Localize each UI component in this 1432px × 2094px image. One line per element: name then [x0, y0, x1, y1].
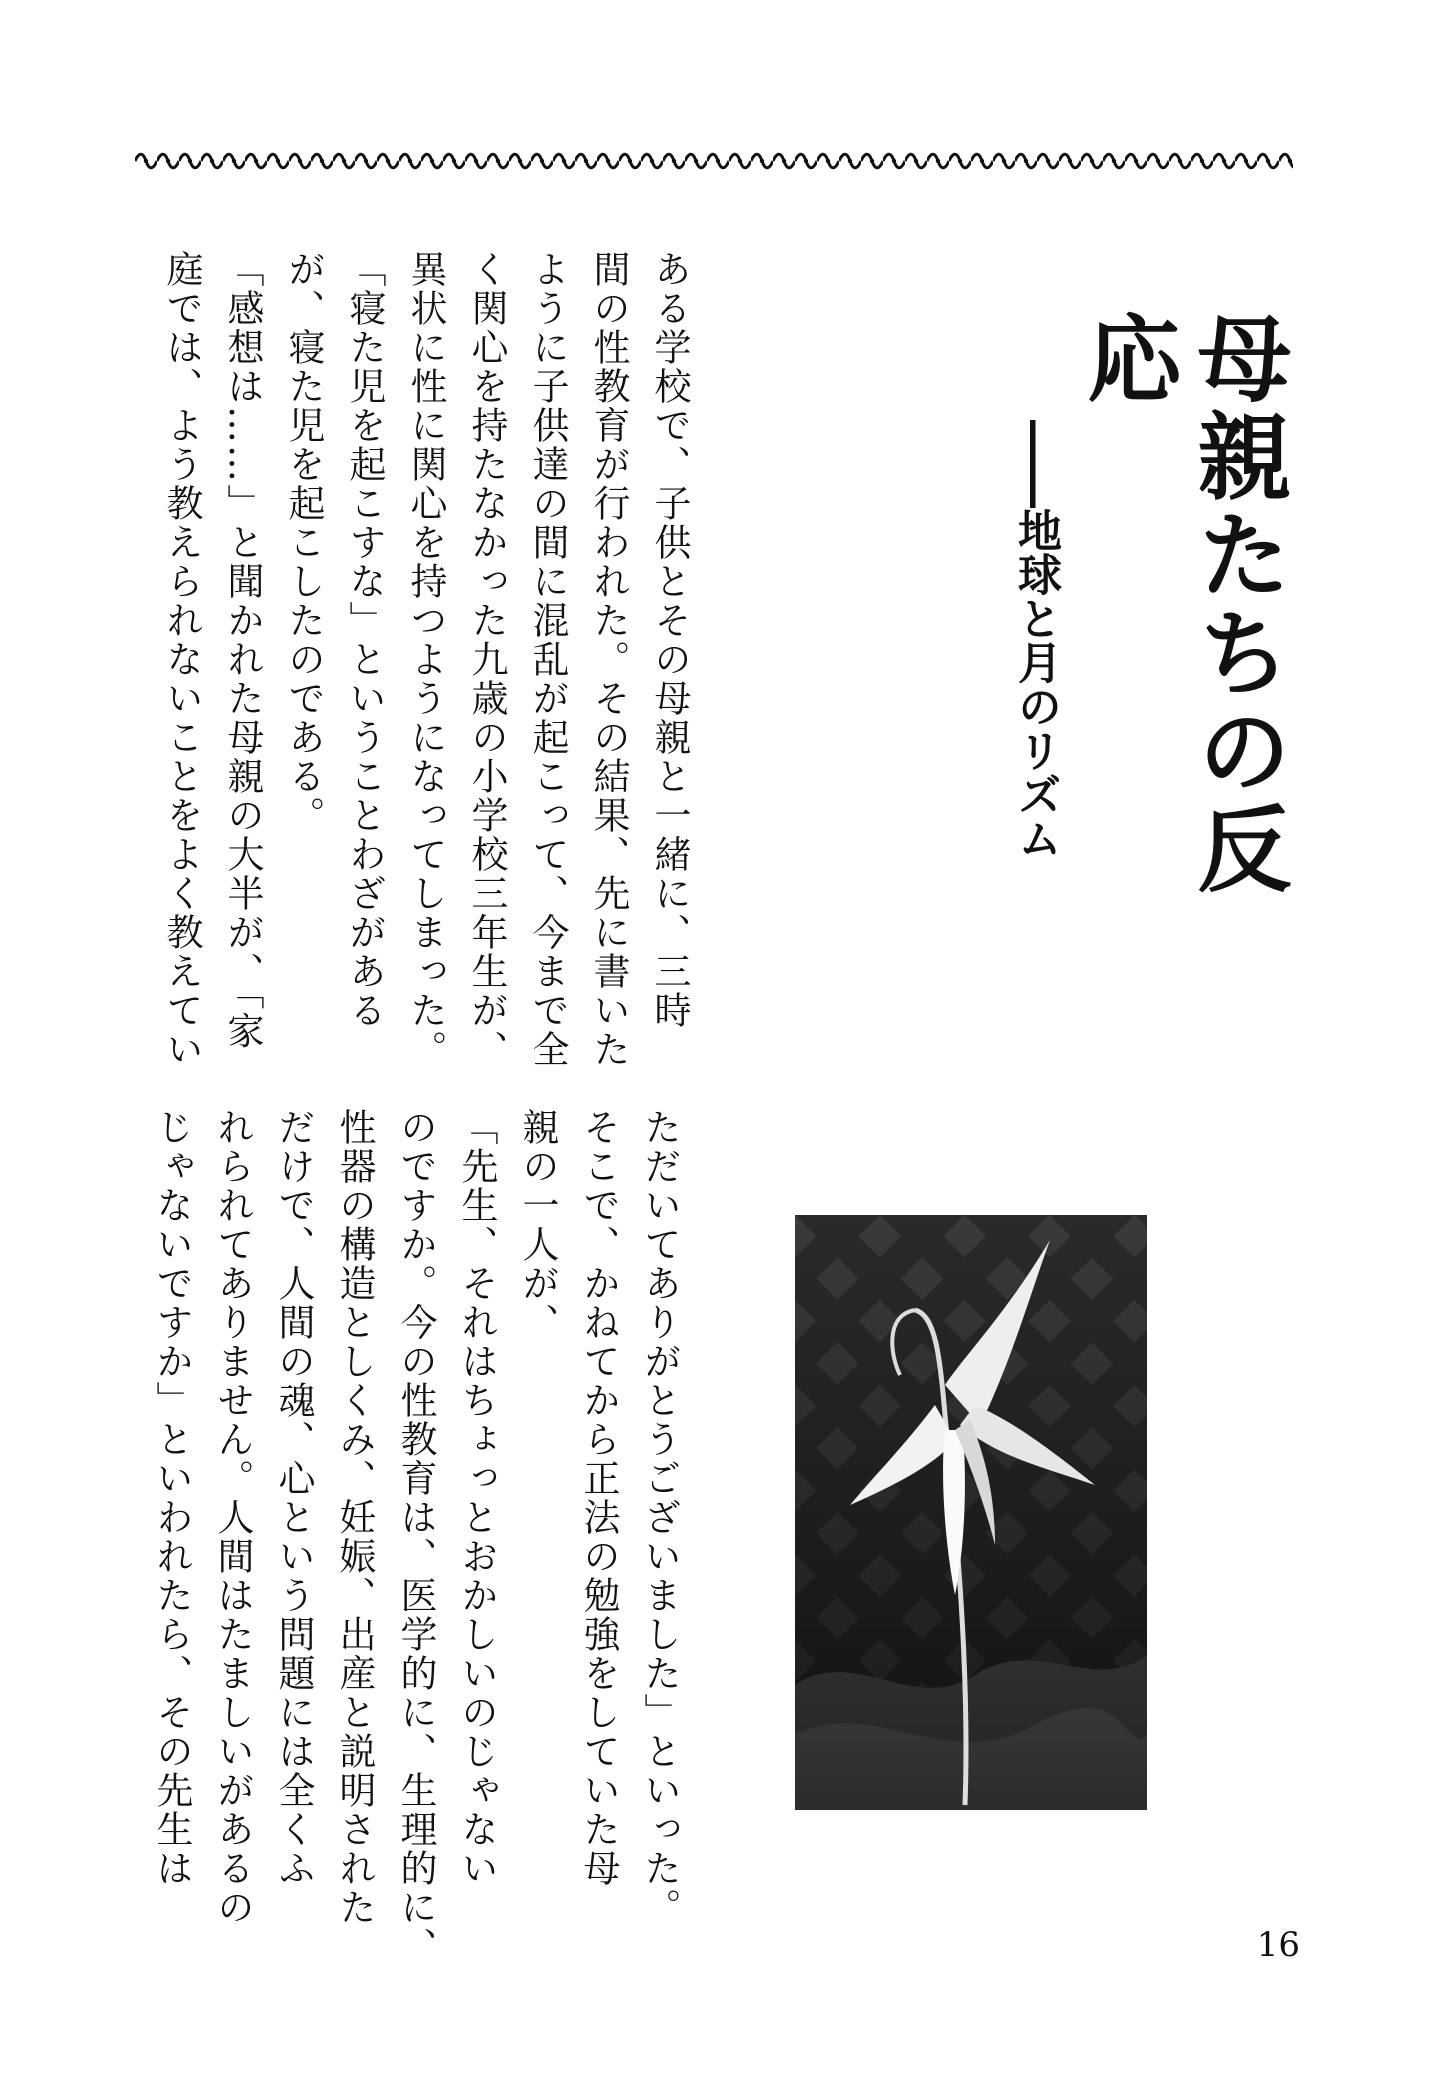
text-line: 「感想は……」と聞かれた母親の大半が、「家: [221, 250, 264, 1051]
text-line: ただいてありがとうございました」といった。: [638, 1108, 681, 1927]
body-text-lower: [140, 1108, 690, 1966]
text-line: 親の一人が、: [516, 1108, 559, 1342]
text-line: そこで、かねてから正法の勉強をしていた母: [577, 1108, 620, 1888]
body-text-upper: [140, 250, 700, 1069]
text-line: 「寝た児を起こすな」ということわざがある: [343, 250, 386, 1030]
text-line: 「先生、それはちょっとおかしいのじゃない: [455, 1108, 498, 1888]
decorative-border-rule: [135, 150, 1293, 172]
text-line: 庭では、よう教えられないことをよく教えてい: [160, 250, 203, 1069]
flower-photo: [795, 1215, 1147, 1810]
text-line: ように子供達の間に混乱が起こって、今まで全: [526, 250, 569, 1069]
text-line: ある学校で、子供とその母親と一緒に、三時: [648, 250, 691, 1030]
text-line: れられてありません。人間はたましいがあるの: [211, 1108, 254, 1927]
page-number: 16: [1256, 1925, 1300, 1965]
text-line: 異状に性に関心を持つようになってしまった。: [404, 250, 447, 1069]
text-line: が、寝た児を起こしたのである。: [282, 250, 325, 835]
text-line: のですか。今の性教育は、医学的に、生理的に、: [394, 1108, 437, 1966]
page-title: 母親たちの反応: [1071, 310, 1290, 898]
text-line: 間の性教育が行われた。その結果、先に書いた: [587, 250, 630, 1069]
lily-illustration: [795, 1215, 1147, 1810]
text-line: だけで、人間の魂、心という問題には全くふ: [272, 1108, 315, 1888]
text-line: じゃないですか」といわれたら、その先生は: [150, 1108, 193, 1888]
page-subtitle: ――地球と月のリズム: [1010, 420, 1061, 860]
text-line: 性器の構造としくみ、妊娠、出産と説明された: [333, 1108, 376, 1927]
text-line: く関心を持たなかった九歳の小学校三年生が、: [465, 250, 508, 1069]
